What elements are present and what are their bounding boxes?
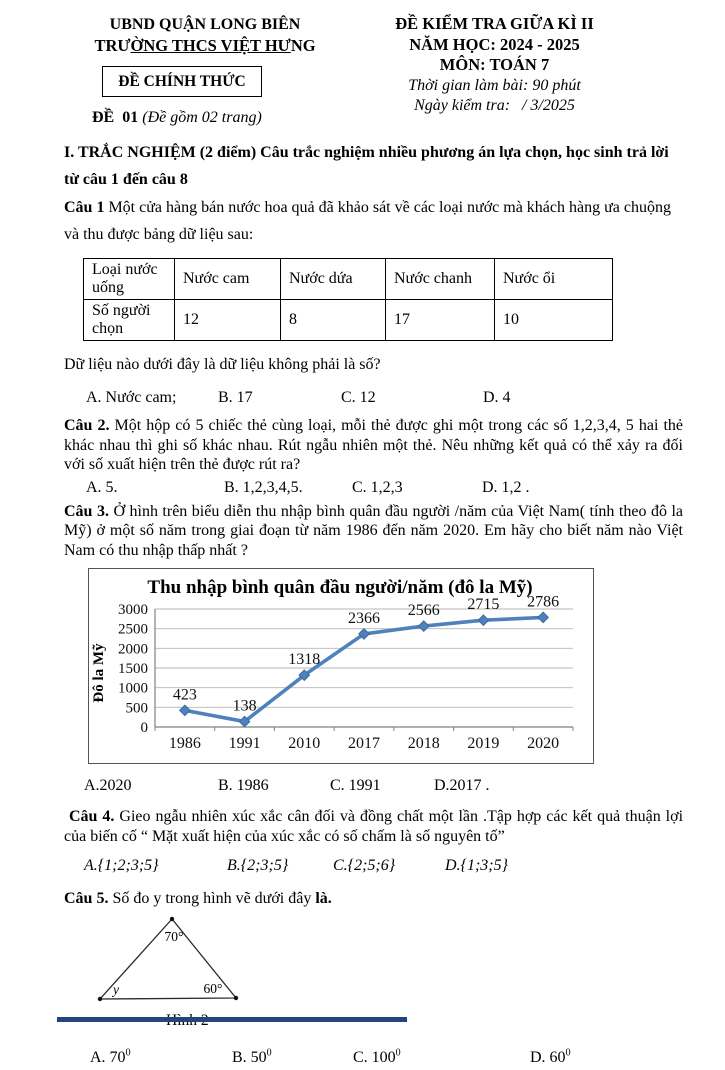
question-3: Câu 3. Ở hình trên biểu diễn thu nhập bình quân đầu người /năm của Việt Nam( tính theo đô la Mỹ) ở một số năm trong giai đoạn từ năm 1986 đến năm 2020. Em hãy cho biết năm nào Việt Nam có thu nhập thấp nhất ?	[64, 502, 683, 559]
svg-text:Đô la Mỹ: Đô la Mỹ	[91, 643, 107, 703]
exam-code: ĐỀ 01	[92, 109, 139, 126]
exam-code-note: (Đề gồm 02 trang)	[142, 109, 262, 126]
option-d: D. $60^0$	[530, 1047, 571, 1066]
question-4-label: Câu 4.	[64, 808, 115, 825]
question-1-label: Câu 1	[64, 199, 105, 216]
option-b: B. 1,2,3,4,5.	[224, 478, 303, 496]
svg-text:2019: 2019	[467, 735, 500, 752]
svg-text:2000: 2000	[118, 641, 148, 658]
table-cell: 12	[175, 300, 281, 341]
triangle-svg	[96, 913, 286, 1007]
option-c: C. 1,2,3	[352, 478, 403, 496]
svg-text:423: 423	[172, 686, 197, 704]
exam-date: Ngày kiểm tra: / 3/2025	[414, 97, 575, 114]
svg-text:1986: 1986	[168, 735, 201, 752]
svg-text:2010: 2010	[288, 735, 321, 752]
question-5: Câu 5. Số đo y trong hình vẽ dưới đây là.	[64, 890, 332, 907]
svg-text:2786: 2786	[527, 593, 560, 611]
svg-text:0: 0	[140, 720, 148, 736]
svg-text:1318: 1318	[288, 651, 321, 669]
svg-text:2500: 2500	[118, 621, 148, 638]
svg-text:2566: 2566	[407, 602, 440, 620]
section-1-title: I. TRẮC NGHIỆM (2 điểm) Câu trắc nghiệm nhiều phương án lựa chọn, học sinh trả lời từ câu 1 đến câu 8	[64, 144, 669, 188]
svg-text:138: 138	[232, 697, 257, 715]
option-d: D.{1;3;5}	[445, 857, 509, 874]
triangle-figure	[96, 913, 683, 1012]
question-5-options	[64, 1046, 683, 1070]
option-b: B. $50^0$	[232, 1047, 272, 1066]
question-4-options	[64, 854, 683, 878]
table-row-label: Số người chọn	[84, 300, 175, 341]
survey-table	[83, 258, 613, 341]
question-2-options	[64, 476, 683, 500]
official-stamp-box: ĐỀ CHÍNH THỨC	[102, 66, 262, 97]
org-name: UBND QUẬN LONG BIÊN	[109, 16, 301, 33]
option-c: C.{2;5;6}	[333, 857, 396, 874]
question-2: Câu 2. Một hộp có 5 chiếc thẻ cùng loại, mỗi thẻ được ghi một trong các số 1,2,3,4, 5 hai thẻ khác nhau thì ghi số khác nhau. Rút ngẫu nhiên một thẻ. Nêu những kết quả có thể xảy ra đối với số xuất hiện trên thẻ được rút ra?	[64, 417, 683, 473]
question-3-options	[64, 774, 683, 798]
option-b: B. 1986	[218, 777, 269, 794]
option-b: B. 17	[218, 389, 253, 406]
option-d: D. 4	[483, 389, 511, 406]
option-c: C. $100^0$	[353, 1047, 401, 1066]
table-header-cell: Loại nước uống	[84, 259, 175, 300]
school-name: TRƯỜNG THCS VIỆT HƯNG	[94, 36, 316, 55]
question-4: Câu 4. Gieo ngẫu nhiên xúc xắc cân đối và đồng chất một lần .Tập hợp các kết quả thuận lợi của biến cố “ Mặt xuất hiện của xúc xắc có số chấm là số nguyên tố”	[64, 808, 684, 845]
question-2-label: Câu 2.	[64, 417, 110, 434]
svg-text:1000: 1000	[118, 680, 148, 697]
option-a: A.{1;2;3;5}	[84, 857, 159, 874]
table-header-cell: Nước dứa	[281, 259, 386, 300]
exam-subject: MÔN: TOÁN 7	[439, 55, 550, 74]
option-a: A. 5.	[86, 478, 118, 496]
table-header-cell: Nước cam	[175, 259, 281, 300]
svg-text:2366: 2366	[348, 609, 380, 627]
table-header-cell: Nước chanh	[386, 259, 495, 300]
exam-duration: Thời gian làm bài: 90 phút	[408, 76, 581, 94]
question-1: Câu 1 Một cửa hàng bán nước hoa quả đã khảo sát về các loại nước mà khách hàng ưa chuộng và thu được bảng dữ liệu sau:	[64, 199, 671, 243]
svg-text:2018: 2018	[407, 735, 440, 752]
angle-top-label: 70°	[164, 928, 184, 944]
table-header-row	[84, 259, 613, 300]
option-d: D.2017 .	[434, 777, 490, 794]
svg-text:Thu nhập bình quân đầu người/n: Thu nhập bình quân đầu người/năm (đô la Mỹ)	[147, 577, 533, 598]
table-header-cell: Nước ổi	[495, 259, 613, 300]
angle-right-label: 60°	[203, 980, 223, 996]
option-c: C. 12	[341, 389, 376, 406]
svg-text:2020: 2020	[527, 735, 560, 752]
svg-text:1991: 1991	[228, 735, 261, 752]
svg-text:500: 500	[125, 700, 148, 717]
bottom-bar	[57, 1017, 407, 1022]
option-c: C. 1991	[330, 777, 381, 794]
svg-text:3000: 3000	[118, 602, 148, 618]
option-b: B.{2;3;5}	[227, 857, 289, 874]
option-a: A.2020	[84, 777, 132, 794]
exam-title: ĐỀ KIỂM TRA GIỮA KÌ II	[395, 14, 594, 33]
exam-code-line	[64, 106, 346, 130]
angle-left-label: y	[113, 981, 119, 997]
table-cell: 8	[281, 300, 386, 341]
table-cell: 17	[386, 300, 495, 341]
income-chart-svg	[89, 569, 591, 763]
exam-header	[64, 14, 683, 130]
question-1-prompt: Dữ liệu nào dưới đây là dữ liệu không phải là số?	[64, 356, 381, 373]
question-3-label: Câu 3.	[64, 502, 109, 520]
option-a: A. Nước cam;	[86, 389, 177, 406]
vertex-dot	[234, 995, 238, 999]
header-right	[346, 14, 683, 130]
income-chart	[88, 568, 594, 764]
svg-text:2715: 2715	[467, 596, 500, 614]
option-d: D. 1,2 .	[482, 478, 530, 496]
exam-year: NĂM HỌC: 2024 - 2025	[409, 34, 580, 54]
header-left	[64, 14, 346, 130]
question-5-label: Câu 5.	[64, 890, 109, 907]
table-cell: 10	[495, 300, 613, 341]
svg-text:2017: 2017	[348, 735, 380, 752]
question-1-options	[64, 386, 683, 410]
svg-text:1500: 1500	[118, 661, 148, 677]
option-a: A. $70^0$	[90, 1047, 131, 1066]
vertex-dot	[98, 996, 102, 1000]
table-data-row	[84, 300, 613, 341]
vertex-dot	[170, 916, 174, 920]
